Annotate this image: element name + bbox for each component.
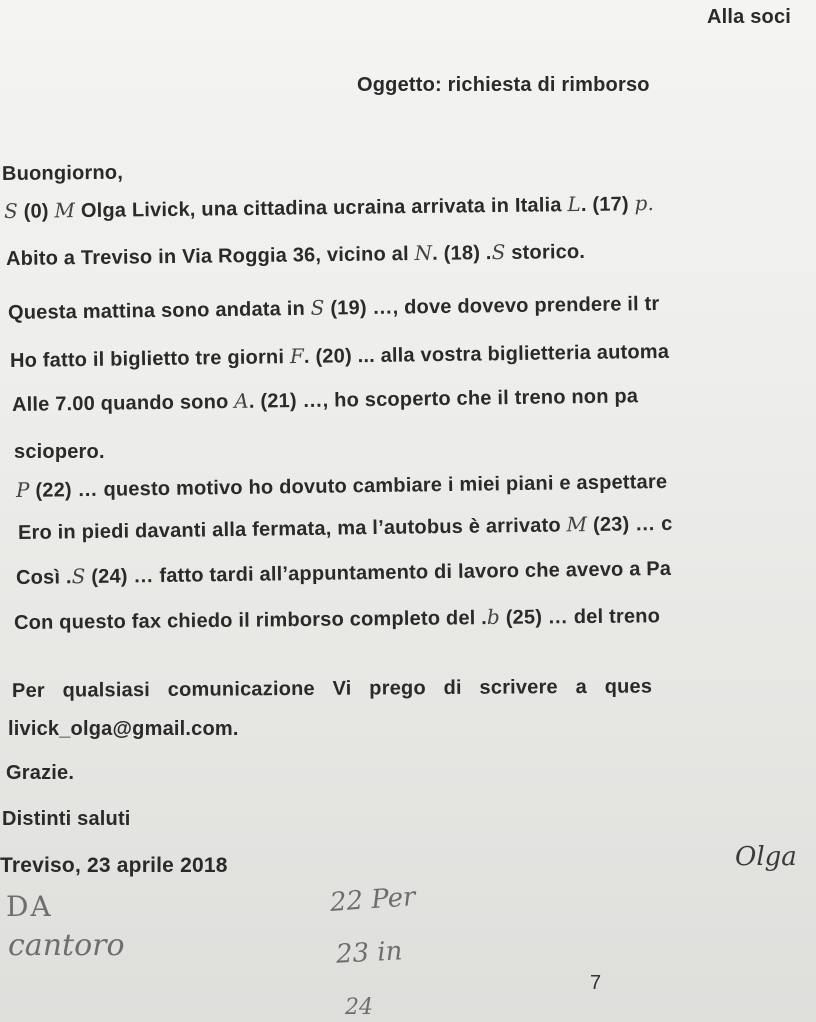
line-text: Ero in piedi davanti alla fermata, ma l’autobus è arrivato bbox=[17, 514, 567, 544]
thanks-text: Grazie. bbox=[6, 762, 75, 784]
line-text: Alle 7.00 quando sono bbox=[11, 390, 235, 416]
body-line-0 bbox=[4, 191, 654, 224]
answer-mark: p. bbox=[634, 191, 655, 216]
answer-mark: S bbox=[3, 198, 19, 223]
pencil-note-22: 22 Per bbox=[329, 882, 417, 918]
line-text: Abito a Treviso in Via Roggia 36, vicino al bbox=[5, 243, 415, 270]
line-text: Ho fatto il biglietto tre giorni bbox=[9, 346, 291, 372]
pencil-note-23: 23 in bbox=[335, 936, 404, 970]
line-text: . (20) ... alla vostra biglietteria automa bbox=[303, 340, 670, 368]
body-line-1 bbox=[6, 239, 585, 271]
line-text: Così . bbox=[15, 566, 72, 589]
answer-mark: S bbox=[310, 295, 325, 320]
line-text: (0) bbox=[17, 200, 55, 223]
answer-mark: M bbox=[566, 512, 588, 537]
pencil-note-da: DA bbox=[6, 890, 53, 923]
place-date: Treviso, 23 aprile 2018 bbox=[0, 854, 228, 877]
email-address: livick_olga@gmail.com. bbox=[8, 718, 239, 740]
line-text: . (18) . bbox=[432, 242, 492, 265]
line-text: . (21) …, ho scoperto che il treno non pa bbox=[248, 385, 639, 413]
body-line-6 bbox=[16, 469, 668, 503]
greeting: Buongiorno, bbox=[1, 161, 124, 185]
answer-mark: L bbox=[567, 191, 582, 217]
page-number: 7 bbox=[590, 972, 602, 994]
signature: Olga bbox=[735, 842, 797, 872]
answer-mark: b bbox=[486, 604, 501, 630]
line-text: storico. bbox=[505, 240, 586, 264]
line-text: sciopero. bbox=[14, 441, 105, 463]
regards-text: Distinti saluti bbox=[2, 808, 131, 830]
body-line-9 bbox=[14, 603, 660, 635]
recipient-partial: Alla soci bbox=[707, 6, 792, 28]
line-text: (22) … questo motivo ho dovuto cambiare i miei piani e aspettare bbox=[29, 470, 668, 502]
pencil-note-cantoro: cantoro bbox=[8, 928, 125, 963]
line-text: Con questo fax chiedo il rimborso completo del . bbox=[13, 607, 488, 634]
line-text: Olga Livick, una cittadina ucraina arrivata in Italia bbox=[75, 194, 568, 223]
body-line-5 bbox=[14, 441, 105, 464]
answer-mark: F bbox=[289, 343, 305, 369]
line-text: Questa mattina sono andata in bbox=[7, 297, 311, 324]
body-line-7 bbox=[18, 511, 673, 545]
line-text: (25) … del treno bbox=[499, 605, 661, 629]
body-line-3 bbox=[10, 339, 669, 373]
body-line-4 bbox=[12, 383, 639, 417]
line-text: (23) … c bbox=[587, 512, 673, 537]
line-text: (19) …, dove dovevo prendere il tr bbox=[324, 292, 660, 320]
line-text: (24) … fatto tardi all’appuntamento di lavoro che avevo a Pa bbox=[85, 557, 672, 589]
answer-mark: S bbox=[491, 239, 506, 265]
line-text: . (17) bbox=[580, 193, 635, 216]
answer-mark: A bbox=[234, 388, 250, 413]
answer-mark: S bbox=[71, 564, 86, 589]
answer-mark: P bbox=[15, 477, 30, 502]
contact-line: Per qualsiasi comunicazione Vi prego di scrivere a ques bbox=[11, 675, 653, 702]
pencil-note-24: 24 bbox=[345, 995, 373, 1020]
answer-mark: N bbox=[414, 240, 433, 266]
body-line-2 bbox=[8, 291, 660, 325]
subject-line: Oggetto: richiesta di rimborso bbox=[357, 74, 650, 96]
answer-mark: M bbox=[54, 198, 76, 223]
body-line-8 bbox=[16, 556, 672, 590]
